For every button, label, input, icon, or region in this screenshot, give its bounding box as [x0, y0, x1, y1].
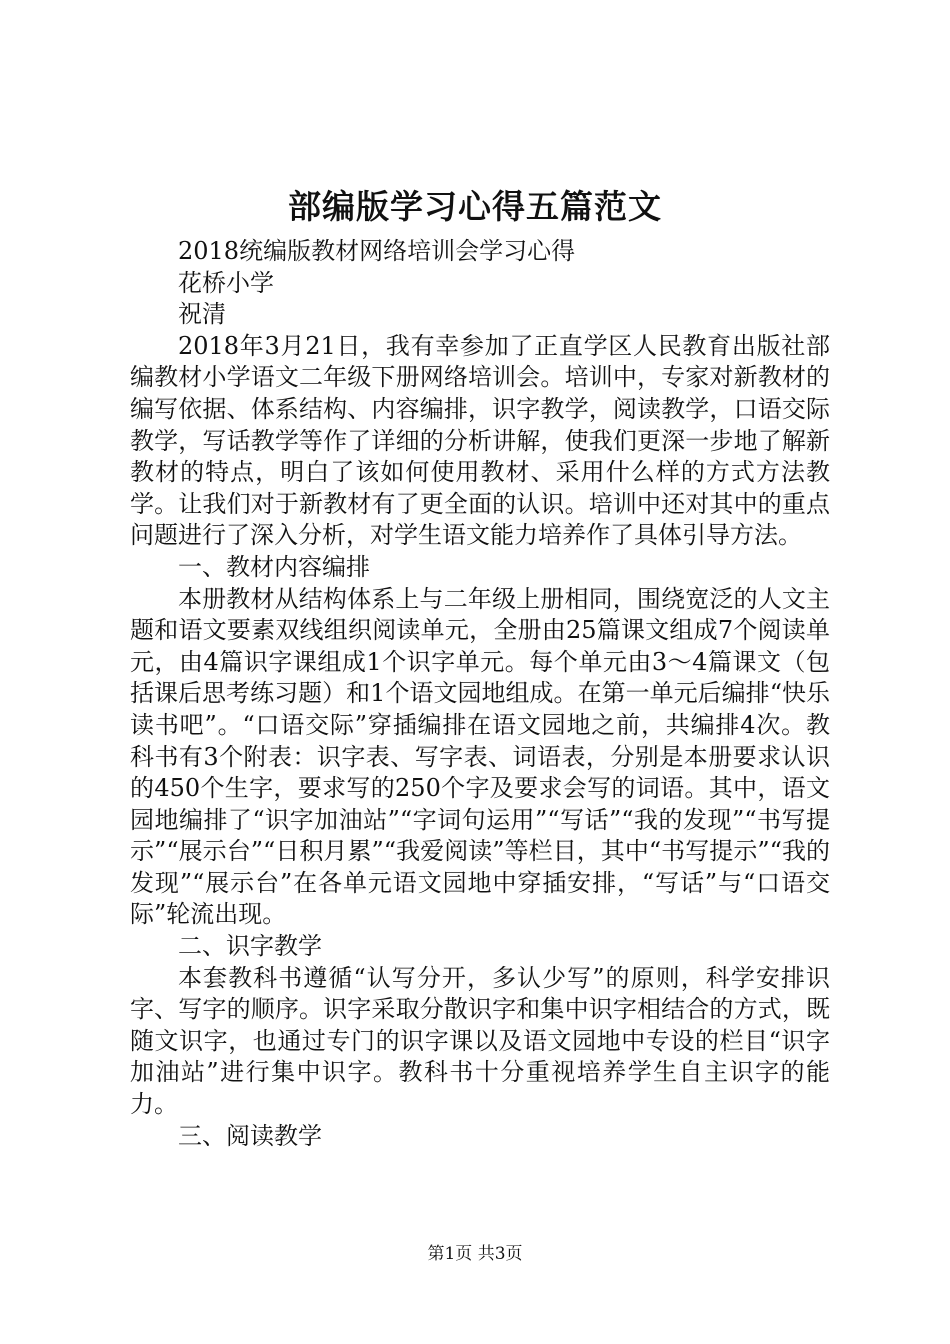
intro-paragraph: 2018年3月21日，我有幸参加了正直学区人民教育出版社部编教材小学语文二年级下册网络培训会。培训中，专家对新教材的编写依据、体系结构、内容编排，识字教学，阅读教学，口语交际教学，写话教学等作了详细的分析讲解，使我们更深一步地了解新教材的特点，明白了该如何使用教材、采用什么样的方式方法教学。让我们对于新教材有了更全面的认识。培训中还对其中的重点问题进行了深入分析，对学生语文能力培养作了具体引导方法。 — [130, 331, 830, 550]
section-heading-3: 三、阅读教学 — [178, 1121, 322, 1150]
section-paragraph-2: 本套教科书遵循“认写分开，多认少写”的原则，科学安排识字、写字的顺序。识字采取分散识字和集中识字相结合的方式，既随文识字，也通过专门的识字课以及语文园地中专设的栏目“识字加油站”进行集中识字。教科书十分重视培养学生自主识字的能力。 — [130, 963, 830, 1119]
section-paragraph-1: 本册教材从结构体系上与二年级上册相同，围绕宽泛的人文主题和语文要素双线组织阅读单元，全册由25篇课文组成7个阅读单元，由4篇识字课组成1个识字单元。每个单元由3～4篇课文（包括课后思考练习题）和1个语文园地组成。在第一单元后编排“快乐读书吧”。“口语交际”穿插编排在语文园地之前，共编排4次。教科书有3个附表：识字表、写字表、词语表，分别是本册要求认识的450个生字，要求写的250个字及要求会写的词语。其中，语文园地编排了“识字加油站”“字词句运用”“写话”“我的发现”“书写提示”“展示台”“日积月累”“我爱阅读”等栏目，其中“书写提示”“我的发现”“展示台”在各单元语文园地中穿插安排，“写话”与“口语交际”轮流出现。 — [130, 584, 830, 929]
document-body — [130, 236, 830, 1152]
document-title: 部编版学习心得五篇范文 — [288, 187, 662, 226]
school-line: 花桥小学 — [178, 268, 274, 297]
author-line: 祝清 — [178, 300, 226, 329]
section-heading-1: 一、教材内容编排 — [178, 552, 370, 581]
section-heading-2: 二、识字教学 — [178, 932, 322, 961]
page-number-footer: 第1页 共3页 — [427, 1244, 523, 1264]
subtitle-line: 2018统编版教材网络培训会学习心得 — [178, 237, 576, 265]
